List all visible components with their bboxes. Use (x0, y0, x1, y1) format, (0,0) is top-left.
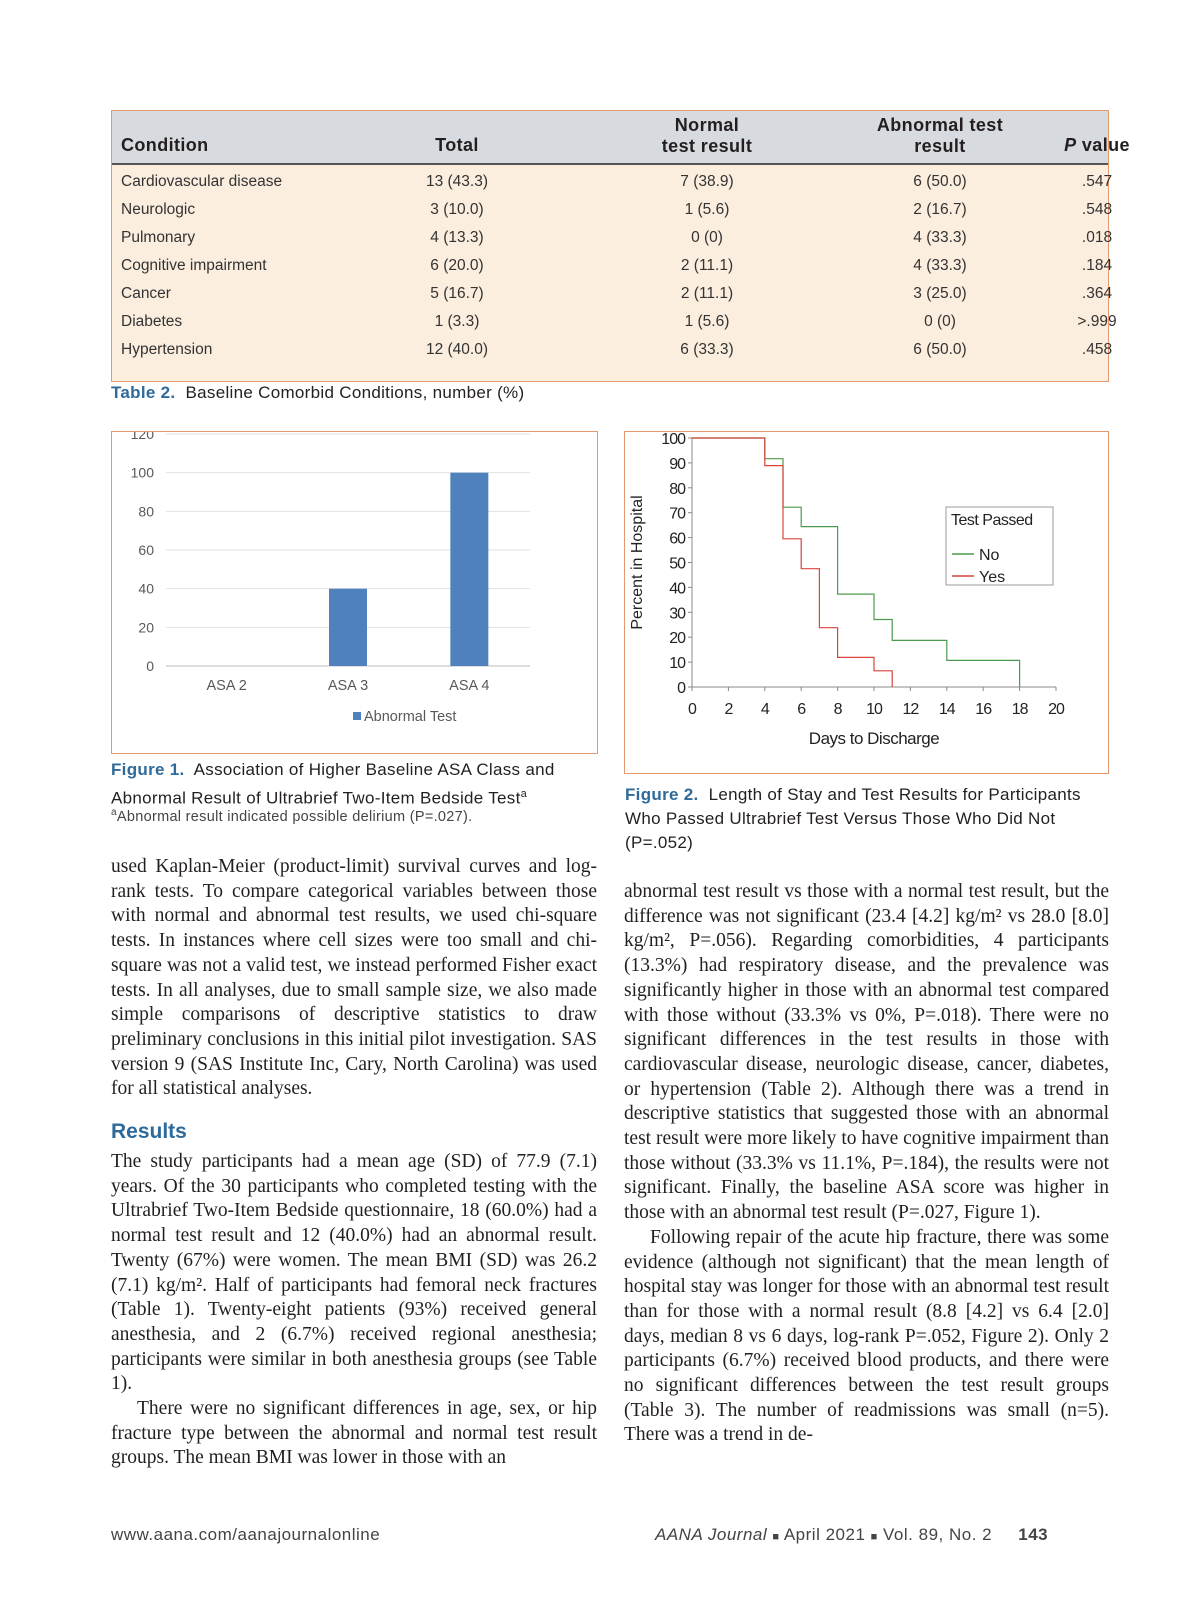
table-cell: 6 (20.0) (430, 257, 484, 274)
y-tick-label: 80 (669, 480, 685, 498)
y-tick-label: 0 (146, 658, 154, 674)
x-tick-label: 2 (724, 701, 733, 718)
table-cell: .458 (1081, 341, 1113, 358)
table-cell: 4 (13.3) (430, 229, 484, 246)
y-tick-label: 100 (130, 464, 154, 481)
table-cell: 0 (0) (691, 229, 723, 246)
table-2-caption: Table 2. Baseline Comorbid Conditions, number (%) (111, 383, 525, 402)
table-cell: 6 (50.0) (913, 173, 967, 190)
figure-1-caption: Figure 1. Association of Higher Baseline ASA Class and Abnormal Result of Ultrabrief Two-Item Bedside Test$^a$ (111, 760, 555, 808)
table-cell: 6 (50.0) (913, 341, 967, 358)
table-cell: Cancer (121, 285, 171, 302)
x-tick-label: ASA 2 (206, 678, 247, 694)
legend-swatch (353, 712, 361, 720)
table-cell: Hypertension (121, 341, 213, 358)
table-cell: 7 (38.9) (680, 173, 734, 190)
table-cell: 3 (25.0) (913, 285, 967, 302)
y-tick-label: 90 (669, 455, 685, 473)
table-cell: .184 (1081, 257, 1113, 274)
km-line-yes (692, 438, 892, 687)
left-column-text-bottom (111, 1150, 597, 1471)
y-tick-label: 100 (661, 432, 685, 448)
x-tick-label: 20 (1048, 701, 1064, 718)
y-axis-label: Percent in Hospital (629, 495, 646, 630)
figure-2-km-chart (625, 432, 1108, 773)
y-tick-label: 70 (669, 505, 685, 523)
x-axis-label: Days to Discharge (808, 729, 940, 748)
table-cell: .547 (1081, 173, 1113, 190)
figure-2-caption: Figure 2. Length of Stay and Test Results for Participants Who Passed Ultrabrief Test Versus Those Who Did Not (P=.052) (625, 785, 1081, 852)
table-cell: 1 (5.6) (684, 313, 730, 330)
header-p-value: P value (1064, 135, 1130, 155)
x-tick-label: 4 (760, 701, 769, 718)
paragraph: There were no significant differences in age, sex, or hip fracture type between the abnormal and normal test result groups. The mean BMI was lower in those with an (111, 1398, 597, 1469)
y-tick-label: 20 (138, 619, 154, 636)
x-tick-label: 0 (688, 701, 696, 718)
x-tick-label: 10 (866, 701, 882, 718)
table-cell: Cardiovascular disease (121, 173, 283, 190)
header-normal: Normal test result (661, 115, 753, 156)
paragraph: abnormal test result vs those with a normal test result, but the difference was not significant (23.4 [4.2] kg/m² vs 28.0 [8.0] kg/m², P=.056). Regarding comorbidities, 4 participants (13.3%) had respiratory disease, and the prevalence was significantly higher in those with an abnormal test compared with those without (33.3% vs 0%, P=.018). There were no significant differences in the test results in those with cardiovascular disease, neurologic disease, cancer, diabetes, or hypertension (Table 2). Although there was a trend in descriptive statistics that suggested those with an abnormal test result were more likely to have cognitive impairment than those without (33.3% vs 11.1%, P=.184), the results were not significant. Finally, the baseline ASA score was higher in those with an abnormal test result (P=.027, Figure 1). (624, 881, 1109, 1224)
table-cell: 2 (16.7) (913, 201, 967, 218)
table-cell: >.999 (1077, 313, 1117, 330)
figure-2-box (624, 431, 1109, 774)
header-total: Total (435, 135, 479, 155)
y-tick-label: 120 (130, 432, 154, 442)
y-tick-label: 60 (138, 542, 154, 558)
table-cell: 1 (3.3) (434, 313, 480, 330)
table-row (112, 280, 1113, 308)
x-tick-label: 12 (902, 701, 919, 718)
table-cell: 6 (33.3) (680, 341, 734, 358)
table-cell: .018 (1081, 229, 1113, 246)
legend-label-no: No (979, 547, 1000, 564)
right-column-text (624, 880, 1109, 1448)
figure-1-footnote: $^a$Abnormal result indicated possible delirium (P=.027). (111, 807, 473, 825)
table-row (112, 336, 1113, 364)
bar-asa-3 (329, 589, 367, 666)
paragraph: used Kaplan-Meier (product-limit) survival curves and log-rank tests. To compare categorical variables between those with normal and abnormal test results, we used chi-square tests. In instances where cell sizes were too small and chi-square was not a valid test, we instead performed Fisher exact tests. In all analyses, due to small sample size, we also made simple comparisons of descriptive statistics to draw preliminary conclusions in this initial pilot investigation. SAS version 9 (SAS Institute Inc, Cary, North Carolina) was used for all statistical analyses. (111, 856, 597, 1100)
x-tick-label: 14 (938, 701, 955, 718)
table-cell: 2 (11.1) (680, 257, 734, 274)
table-2 (111, 110, 1130, 382)
table-row (112, 252, 1113, 280)
y-tick-label: 80 (138, 503, 154, 520)
footer-url: www.aana.com/aanajournalonline (111, 1525, 381, 1544)
table-cell: 12 (40.0) (425, 341, 489, 358)
table-cell: 2 (11.1) (680, 285, 734, 302)
paragraph: Following repair of the acute hip fracture, there was some evidence (although not significant) that the mean length of hospital stay was longer for those with an abnormal test result than for those with a normal result (8.8 [4.2] vs 6.4 [2.0] days, median 8 vs 6 days, log-rank P=.052, Figure 2). Only 2 participants (6.7%) received blood products, and there were no significant differences between the test result groups (Table 3). The number of readmissions was small (n=5). There was a trend in de- (624, 1226, 1109, 1446)
header-condition: Condition (121, 135, 209, 155)
footer-journal-info: AANA Journal ■ April 2021 ■ Vol. 89, No. 2 143 (655, 1525, 1049, 1544)
legend-title: Test Passed (951, 512, 1033, 529)
table-cell: 3 (10.0) (430, 201, 484, 218)
left-column-text-top (111, 855, 597, 1102)
table-cell: Pulmonary (121, 229, 196, 246)
bar-asa-4 (450, 473, 488, 666)
x-tick-label: 8 (833, 701, 842, 718)
table-cell: 5 (16.7) (430, 285, 484, 302)
x-tick-label: 16 (975, 701, 992, 718)
table-row (112, 168, 1113, 196)
table-cell: 4 (33.3) (913, 257, 967, 274)
y-tick-label: 60 (669, 530, 685, 548)
table-cell: .548 (1081, 201, 1113, 218)
header-abnormal: Abnormal test result (876, 115, 1004, 156)
paragraph: The study participants had a mean age (SD) of 77.9 (7.1) years. Of the 30 participants who completed testing with the Ultrabrief Two-Item Bedside questionnaire, 18 (60.0%) had a normal test result and 12 (40.0%) had an abnormal result. Twenty (67%) were women. The mean BMI (SD) was 26.2 (7.1) kg/m². Half of participants had femoral neck fractures (Table 1). Twenty-eight patients (93%) received general anesthesia, and 2 (6.7%) received regional anesthesia; participants were similar in both anesthesia groups (see Table 1). (111, 1151, 597, 1395)
table-cell: 4 (33.3) (913, 229, 967, 246)
table-cell: Diabetes (121, 313, 183, 330)
table-cell: .364 (1081, 285, 1113, 302)
table-cell: Neurologic (121, 201, 196, 218)
table-cell: Cognitive impairment (121, 257, 267, 274)
figure-1-box (111, 431, 598, 754)
y-tick-label: 40 (669, 580, 685, 598)
y-tick-label: 40 (138, 580, 154, 597)
y-tick-label: 50 (669, 555, 685, 573)
table-cell: 1 (5.6) (684, 201, 730, 218)
legend-label: Abnormal Test (364, 709, 457, 725)
table-row (112, 224, 1113, 252)
y-tick-label: 20 (669, 630, 685, 648)
table-row (112, 196, 1113, 224)
table-row (112, 308, 1117, 336)
y-tick-label: 30 (669, 605, 685, 623)
y-tick-label: 0 (677, 680, 685, 697)
table-cell: 0 (0) (924, 313, 956, 330)
page-number: 143 (1018, 1525, 1049, 1544)
x-tick-label: ASA 3 (327, 678, 369, 694)
x-tick-label: ASA 4 (449, 678, 490, 694)
x-tick-label: 6 (797, 701, 806, 718)
table-cell: 13 (43.3) (425, 173, 489, 190)
table-header-row (112, 111, 1130, 165)
x-tick-label: 18 (1011, 701, 1028, 718)
legend-label-yes: Yes (979, 569, 1006, 586)
results-heading: Results (111, 1120, 187, 1143)
y-tick-label: 10 (669, 655, 685, 673)
figure-1-bar-chart (112, 432, 597, 753)
